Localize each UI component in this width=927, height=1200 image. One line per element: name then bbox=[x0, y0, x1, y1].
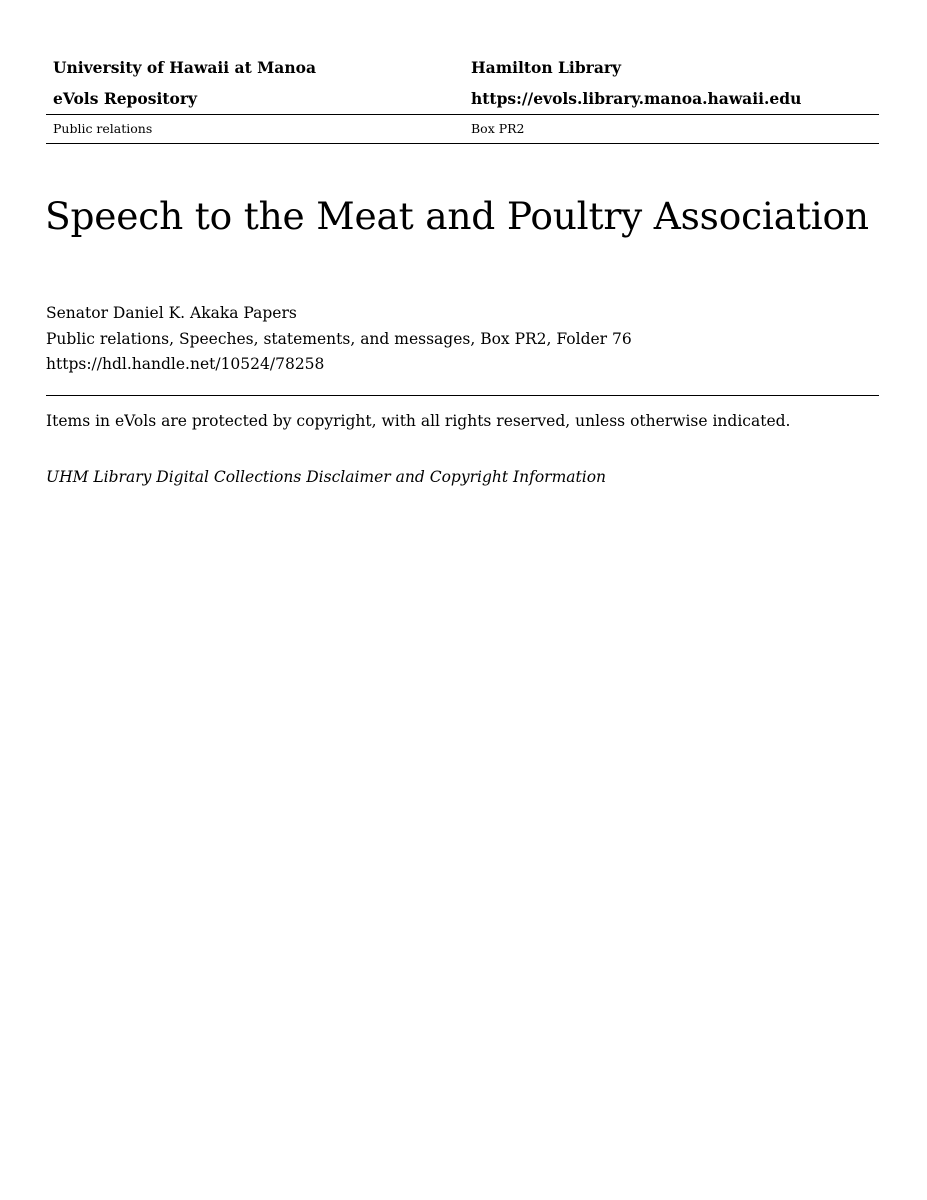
section-divider bbox=[46, 395, 879, 396]
header-row-series bbox=[46, 115, 879, 144]
folder-location: Public relations, Speeches, statements, and messages, Box PR2, Folder 76 bbox=[46, 329, 632, 348]
copyright-notice: Items in eVols are protected by copyright, with all rights reserved, unless otherwise indicated. bbox=[46, 412, 791, 430]
library-name: Hamilton Library bbox=[471, 58, 622, 77]
header-table bbox=[46, 52, 879, 144]
disclaimer-link[interactable]: UHM Library Digital Collections Disclaimer and Copyright Information bbox=[46, 468, 607, 486]
handle-link[interactable]: https://hdl.handle.net/10524/78258 bbox=[46, 355, 325, 373]
document-title: Speech to the Meat and Poultry Association bbox=[45, 194, 869, 238]
collection-name: Senator Daniel K. Akaka Papers bbox=[46, 304, 297, 322]
repository-name: eVols Repository bbox=[53, 89, 198, 108]
institution-name: University of Hawaii at Manoa bbox=[53, 58, 316, 77]
series-label: Public relations bbox=[53, 121, 153, 136]
box-label: Box PR2 bbox=[471, 121, 525, 136]
repository-url[interactable]: https://evols.library.manoa.hawaii.edu bbox=[471, 89, 802, 108]
header-row-institution bbox=[46, 52, 879, 83]
header-row-repository bbox=[46, 83, 879, 115]
document-metadata bbox=[46, 301, 632, 378]
